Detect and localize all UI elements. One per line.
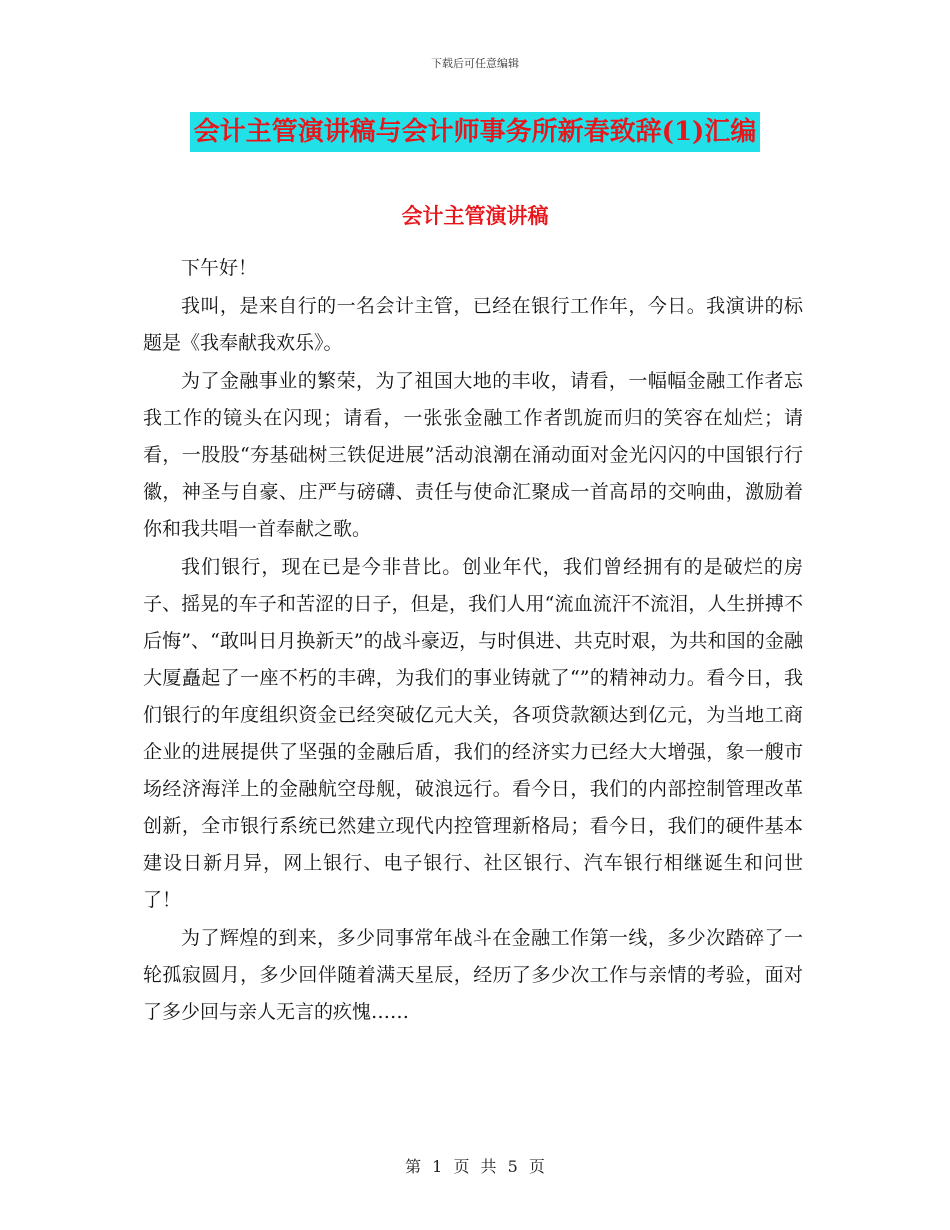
- document-title: 会计主管演讲稿与会计师事务所新春致辞(1)汇编: [190, 112, 761, 152]
- header-note: 下载后可任意编辑: [431, 57, 519, 70]
- paragraph-sacrifice: 为了辉煌的到来，多少同事常年战斗在金融工作第一线，多少次踏碎了一轮孤寂圆月，多少回伴随着满天星辰，经历了多少次工作与亲情的考验，面对了多少回与亲人无言的疚愧……: [143, 927, 803, 1023]
- body-text: [143, 250, 803, 1032]
- section-title: 会计主管演讲稿: [401, 203, 549, 228]
- page-number: 第 1 页 共 5 页: [405, 1157, 545, 1176]
- document-title-wrap: [0, 112, 950, 152]
- paragraph-prosperity: 为了金融事业的繁荣，为了祖国大地的丰收，请看，一幅幅金融工作者忘我工作的镜头在闪现；请看，一张张金融工作者凯旋而归的笑容在灿烂；请看，一股股“夯基础树三铁促进展”活动浪潮在涌动面对金光闪闪的中国银行行徽，神圣与自豪、庄严与磅礴、责任与使命汇聚成一首高昂的交响曲，激励着你和我共唱一首奉献之歌。: [143, 370, 803, 540]
- paragraph-intro: 我叫，是来自行的一名会计主管，已经在银行工作年，今日。我演讲的标题是《我奉献我欢乐》。: [143, 295, 803, 354]
- paragraph-greeting: 下午好！: [181, 257, 258, 279]
- paragraph-history: 我们银行，现在已是今非昔比。创业年代，我们曾经拥有的是破烂的房子、摇晃的车子和苦涩的日子，但是，我们人用“流血流汗不流泪，人生拼搏不后悔”、“敢叫日月换新天”的战斗豪迈，与时俱进、共克时艰，为共和国的金融大厦矗起了一座不朽的丰碑，为我们的事业铸就了“”的精神动力。看今日，我们银行的年度组织资金已经突破亿元大关，各项贷款额达到亿元，为当地工商企业的进展提供了坚强的金融后盾，我们的经济实力已经大大增强，象一艘市场经济海洋上的金融航空母舰，破浪远行。看今日，我们的内部控制管理改革创新，全市银行系统已然建立现代内控管理新格局；看今日，我们的硬件基本建设日新月异，网上银行、电子银行、社区银行、汽车银行相继诞生和问世了！: [143, 556, 803, 911]
